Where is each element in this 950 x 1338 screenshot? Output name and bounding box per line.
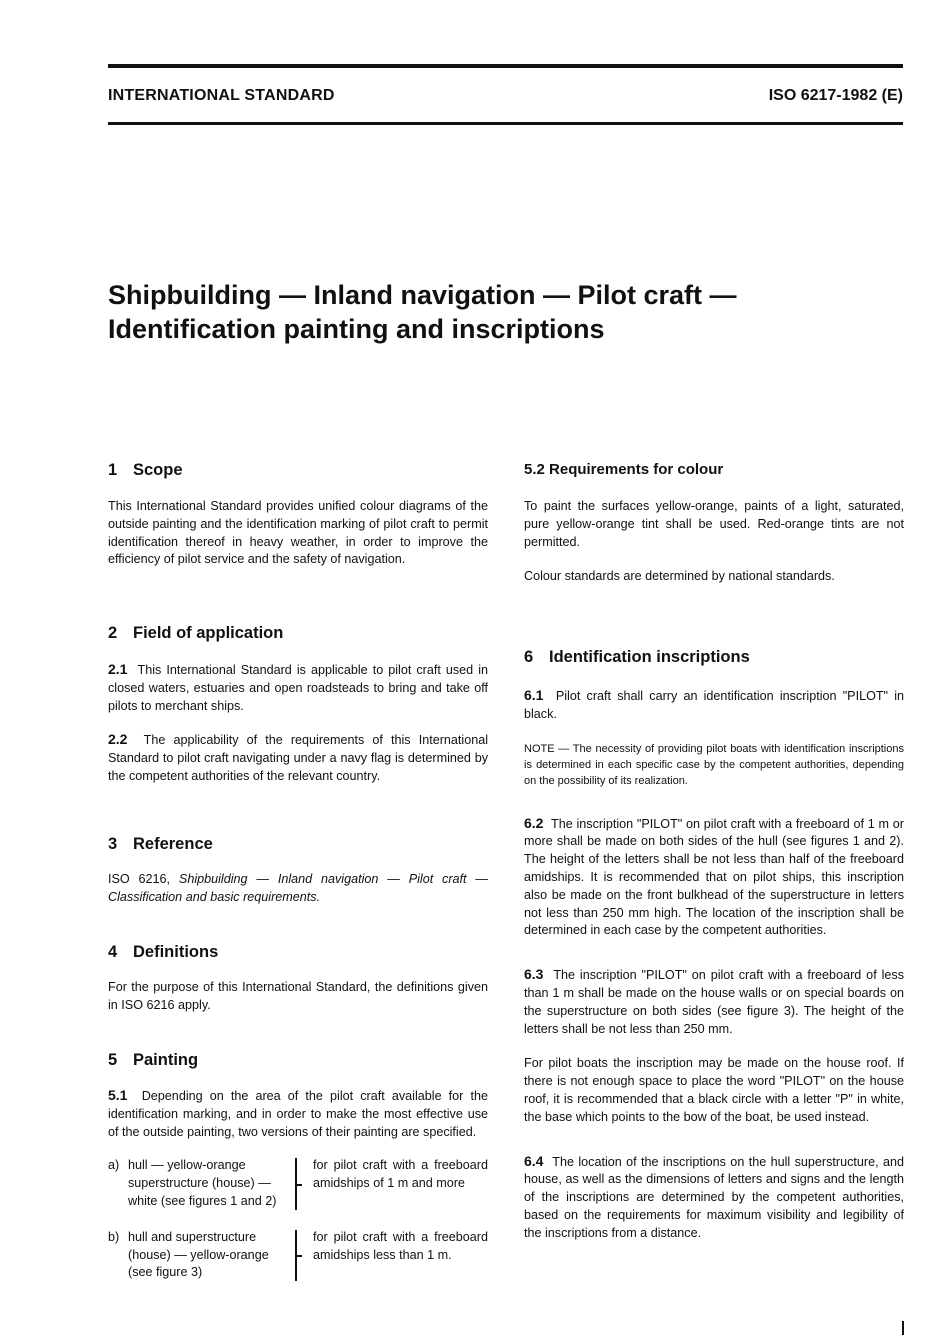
painting-version-a: a) hull — yellow-orange superstructure (house) — white (see figures 1 and 2) for pilot craft with a freeboard amidships of 1 m and more — [108, 1157, 488, 1210]
clause-5-1: 5.1 Depending on the area of the pilot craft available for the identification marking, and in order to make the most effective use of the outside painting, two versions of their painting are specified. — [108, 1087, 489, 1139]
section-heading: 6 Identification inscriptions — [524, 648, 750, 666]
clause-6-2: 6.2 The inscription "PILOT" on pilot craft with a freeboard of 1 m or more shall be made on both sides of the hull (see figures 1 and 2). The height of the letters shall be not less than half of the freeboard amidships. It is recommended that on pilot ships, this inscription also be made on the front bulkhead of the superstructure in letters not less than 250 mm high. The location of the inscription shall be determined in each case by the competent authorities. — [524, 814, 905, 938]
section-6-inscriptions — [524, 647, 904, 1243]
section-4-definitions — [108, 942, 488, 1015]
section-heading: 4 Definitions — [108, 943, 219, 961]
section-heading: 5.2 Requirements for colour — [524, 461, 724, 478]
section-5-painting — [108, 1050, 488, 1282]
clause-6-1: 6.1 Pilot craft shall carry an identification inscription "PILOT" in black. — [524, 687, 905, 721]
header-rule — [108, 122, 903, 125]
clause-2-1: 2.1 This International Standard is applicable to pilot craft used in closed waters, estuaries and open roadsteads to bring and take off pilots to merchant ships. — [108, 661, 489, 713]
section-1-scope — [108, 460, 488, 569]
clause-2-2: 2.2 The applicability of the requirements of this International Standard to pilot craft navigating under a navy flag is determined by the competent authorities of the relevant country. — [108, 731, 489, 783]
reference-text: ISO 6216, Shipbuilding — Inland navigation — Pilot craft — Classification and basic requirements. — [108, 872, 488, 904]
brace — [283, 1157, 313, 1210]
title-line-2: Identification painting and inscriptions — [108, 314, 605, 344]
clause-6-4: 6.4 The location of the inscriptions on the hull superstructure, and house, as well as the dimensions of letters and signs and the length of the inscriptions are determined by the competent authorities, based on the requirements for maximum visibility and legibility of the inscriptions from a distance. — [524, 1152, 904, 1240]
section-heading: 5 Painting — [108, 1051, 199, 1069]
top-rule — [108, 64, 903, 68]
clause-6-3: 6.3 The inscription "PILOT" on pilot craft with a freeboard of less than 1 m shall be made on the house walls or on special boards on the superstructure on both sides (see figure 3). The height of the letters shall be not less than 250 mm. — [524, 966, 904, 1036]
continuation-mark — [902, 1321, 904, 1335]
title-line-1: Shipbuilding — Inland navigation — Pilot craft — — [108, 280, 737, 310]
section-2-field — [108, 623, 488, 786]
clause-6-3-continued: For pilot boats the inscription may be made on the house roof. If there is not enough space to place the word "PILOT" on the house roof, it is recommended that a black circle with a letter "P" in white, the base which points to the bow of the boat, be used instead. — [524, 1056, 904, 1124]
standard-type-label: INTERNATIONAL STANDARD — [108, 87, 335, 104]
colour-text-1: To paint the surfaces yellow-orange, paints of a light, saturated, pure yellow-orange tint shall be used. Red-orange tints are not permitted. — [524, 499, 904, 549]
colour-text-2: Colour standards are determined by national standards. — [524, 569, 835, 584]
definitions-text: For the purpose of this International Standard, the definitions given in ISO 6216 apply. — [108, 980, 488, 1012]
scope-text: This International Standard provides unified colour diagrams of the outside painting and the identification marking of pilot craft to permit identification thereof in heavy weather, in order to improve the efficiency of pilot service and the safety of navigation. — [108, 499, 488, 567]
section-heading: 3 Reference — [108, 835, 213, 853]
section-heading: 2 Field of application — [108, 624, 284, 642]
section-5-2-colour — [524, 460, 904, 586]
standard-number: ISO 6217-1982 (E) — [768, 87, 903, 104]
brace — [283, 1229, 313, 1282]
document-title — [108, 278, 898, 346]
section-heading: 1 Scope — [108, 461, 183, 479]
note: NOTE — The necessity of providing pilot boats with identification inscriptions is determined in each specific case by the competent authorities, depending on the possibility of its realization. — [524, 742, 904, 787]
section-3-reference — [108, 834, 488, 907]
painting-version-b: b) hull and superstructure (house) — yellow-orange (see figure 3) for pilot craft with a freeboard amidships less than 1 m. — [108, 1229, 488, 1282]
